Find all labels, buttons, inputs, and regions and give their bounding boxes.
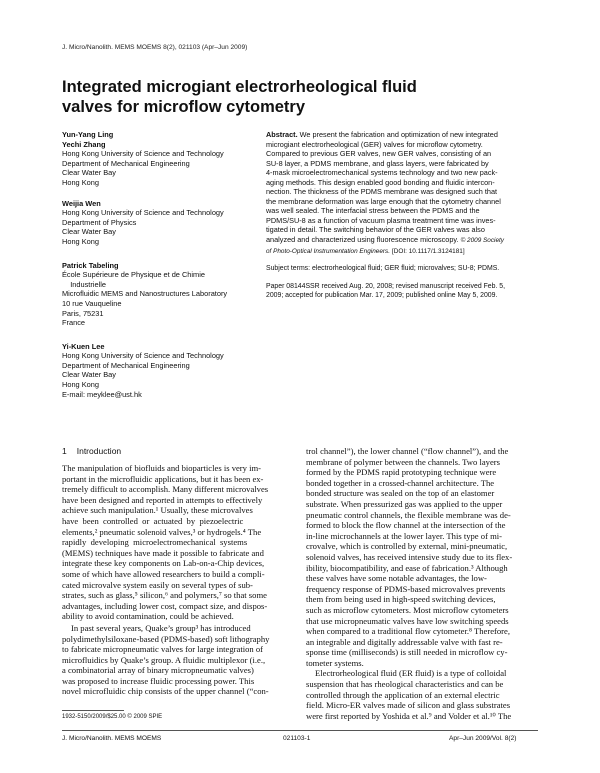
text-line: frequency response of PDMS-based microvalves prevents (306, 583, 506, 594)
text-line: membrane of polymer between the channels. Two layers (306, 456, 500, 467)
text-line: The manipulation of biofluids and bioparticles is very im- (62, 463, 262, 473)
affiliation-line: Clear Water Bay (62, 370, 116, 380)
text-line: have been controlled or actuated by piezoelectric (62, 515, 244, 526)
author-name: Patrick Tabeling (62, 260, 119, 270)
text-line: rapidly developing microelectromechanical systems (62, 537, 248, 548)
author-name: Yechi Zhang (62, 139, 106, 149)
paper-history-line: 2009; accepted for publication Mar. 17, 2009; published online May 5, 2009. (266, 292, 498, 300)
text-line: were first reported by Yoshida et al.⁹ and Volder et al.¹⁰ The (306, 710, 512, 721)
text-line: have been designed and reported in attempts to effectively (62, 494, 263, 505)
footer-rule (62, 730, 538, 731)
author-group-2 (62, 199, 257, 247)
text-line: pneumatic control channels, the flexible membrane was de- (306, 509, 511, 520)
author-name: Yi-Kuen Lee (62, 341, 105, 351)
paragraph (62, 623, 294, 697)
text-line: to fabricate micropneumatic valves for large integration of (62, 644, 263, 655)
text-line: when compared to a traditional flow cytometer.⁸ Therefore, (306, 626, 510, 637)
affiliation-line: 10 rue Vauqueline (62, 298, 122, 308)
affiliation-line: Department of Physics (62, 217, 137, 227)
paragraph (62, 463, 294, 622)
text-line: an integrable and digitally addressable valve with fast re- (306, 636, 503, 647)
affiliation-line: Hong Kong University of Science and Technology (62, 208, 224, 218)
body-column-1 (62, 463, 294, 697)
text-line: polydimethylsiloxane-based (PDMS-based) soft lithography (62, 633, 270, 644)
text-line: trol channel”), the lower channel (“flow channel”), and the (306, 446, 509, 456)
text-line: bonded structure was sealed on the top of an elastomer (306, 488, 495, 499)
abstract-line: Compared to previous GER valves, new GER valves, consisting of an (266, 149, 492, 159)
abstract-line: nection. The thickness of the PDMS membrane was designed such that (266, 187, 498, 197)
affiliation-line: Microfluidic MEMS and Nanostructures Laboratory (62, 289, 228, 299)
section-title: Introduction (76, 446, 122, 456)
text-line: formed by the PDMS rapid prototyping technique were (306, 467, 497, 478)
section-heading (62, 446, 121, 456)
subject-terms: Subject terms: electrorheological fluid; GER fluid; microvalves; SU-8; PDMS. (266, 265, 500, 272)
text-line: advantages, including lower cost, compact size, and dispos- (62, 600, 268, 611)
text-line: achieve such manipulation.¹ Usually, these microvalves (62, 505, 253, 516)
text-line: tremely difficult to accomplish. Many different microvalves (62, 484, 269, 495)
section-number: 1 (62, 446, 67, 456)
affiliation-line: Department of Mechanical Engineering (62, 360, 190, 370)
text-line: In past several years, Quake’s group³ has introduced (71, 622, 251, 633)
author-name: Weijia Wen (62, 198, 101, 208)
footnote: 1932-5150/2009/$25.00 © 2009 SPIE (62, 714, 163, 720)
author-group-1 (62, 130, 257, 188)
text-line: field. Micro-ER valves made of silicon and glass substrates (306, 700, 511, 711)
abstract-line: microgiant electrorheological (GER) valves for microflow cytometry. (266, 139, 483, 149)
text-line: formed to block the flow channel at the intersection of the (306, 520, 506, 531)
abstract-line: 4-mask microelectromechanical systems technology and two new pack- (266, 168, 498, 178)
author-block (62, 130, 257, 399)
text-line: cated microvalve system easily on several types of sub- (62, 579, 253, 590)
affiliation-line: Hong Kong (62, 177, 99, 187)
text-line: solenoid valves, has received intensive study due to its flex- (306, 551, 513, 562)
text-line: that use micropneumatic valves have low switching speeds (306, 615, 509, 626)
text-line: portant in the microfluidic applications, but it has been ex- (62, 473, 264, 484)
paragraph (306, 668, 538, 721)
footer-page-number: 021103-1 (283, 735, 311, 742)
abstract-line: SU-8 layer, a PDMS membrane, and glass layers, were fabricated by (266, 158, 489, 168)
text-line: crovalve, which is controlled by external, mini-pneumatic, (306, 541, 508, 552)
text-line: tometer systems. (306, 657, 364, 668)
text-line: ability to avoid contamination, could be achieved. (62, 611, 234, 622)
copyright-notice: © 2009 Society (460, 237, 504, 245)
text-line: controlled through the application of an external electric (306, 689, 500, 700)
text-line: strates, such as glass,⁵ silicon,⁶ and polymers,⁷ so that some (62, 590, 267, 601)
copyright-notice-cont: of Photo-Optical Instrumentation Engineers. (266, 247, 390, 255)
text-line: substrate. When pressurized gas was applied to the upper (306, 498, 503, 509)
footnote-rule (62, 710, 124, 711)
affiliation-line: Industrielle (62, 279, 106, 289)
body-column-2 (306, 446, 538, 721)
running-head: J. Micro/Nanolith. MEMS MOEMS 8(2), 021103 (Apr–Jun 2009) (62, 44, 248, 51)
text-line: integrate these key components on Lab-on-a-Chip devices, (62, 558, 265, 569)
text-line: sponse time (milliseconds) is still needed in microflow cy- (306, 647, 508, 658)
abstract-label: Abstract. (266, 130, 298, 139)
title-line-1: Integrated microgiant electrorheological fluid (62, 78, 417, 96)
text-line: in-line microchannels at the lower layer. This type of mi- (306, 530, 503, 541)
author-name: Yun-Yang Ling (62, 130, 114, 139)
text-line: ibility, biocompatibility, and ease of fabrication.³ Although (306, 562, 508, 573)
paragraph (306, 446, 538, 668)
text-line: some of which have allowed researchers to build a compli- (62, 568, 265, 579)
abstract (266, 130, 531, 256)
affiliation-line: Department of Mechanical Engineering (62, 158, 190, 168)
affiliation-line: Hong Kong (62, 380, 99, 390)
author-email: E-mail: meyklee@ust.hk (62, 389, 142, 399)
affiliation-line: Hong Kong (62, 236, 99, 246)
affiliation-line: Clear Water Bay (62, 227, 116, 237)
text-line: suspension that has rheological characteristics and can be (306, 679, 504, 690)
doi: [DOI: 10.1117/1.3124181] (392, 247, 465, 255)
text-line: novel microfluidic chip consists of the upper channel (“con- (62, 686, 269, 697)
affiliation-line: École Supérieure de Physique et de Chimie (62, 270, 205, 280)
affiliation-line: France (62, 318, 86, 328)
article-title (62, 77, 482, 117)
author-group-4 (62, 342, 257, 400)
footer-issue: Apr–Jun 2009/Vol. 8(2) (449, 735, 517, 742)
author-group-3 (62, 261, 257, 328)
text-line: them from being used in high-speed switching devices, (306, 594, 496, 605)
abstract-line: We present the fabrication and optimization of new integrated (299, 130, 498, 139)
text-line: such as microflow cytometers. Most microflow cytometers (306, 604, 509, 615)
affiliation-line: Paris, 75231 (62, 308, 104, 318)
paper-history (266, 282, 531, 300)
abstract-line: was well sealed. The interfacial stress between the PDMS and the (266, 206, 480, 216)
text-line: these valves have some notable advantages, the low- (306, 573, 487, 584)
text-line: bonded together in a crossed-channel architecture. The (306, 477, 495, 488)
text-line: elements,² pneumatic solenoid valves,³ or hydrogels.⁴ The (62, 526, 262, 537)
affiliation-line: Clear Water Bay (62, 168, 116, 178)
affiliation-line: Hong Kong University of Science and Technology (62, 351, 224, 361)
text-line: a combinatorial array of binary micropneumatic valves) (62, 665, 254, 676)
abstract-line: aging methods. This design enabled good bonding and fluidic intercon- (266, 177, 495, 187)
text-line: was proposed to increase fluidic processing power. This (62, 675, 255, 686)
abstract-line: tigated in detail. The switching behavior of the GER valves was also (266, 225, 485, 235)
abstract-line: analyzed and characterized using fluorescence microscopy. (266, 235, 459, 245)
text-line: microfluidics by Quake’s group. A fluidic multiplexor (i.e., (62, 654, 266, 665)
affiliation-line: Hong Kong University of Science and Technology (62, 149, 224, 159)
paper-history-line: Paper 08144SSR received Aug. 20, 2008; revised manuscript received Feb. 5, (266, 283, 506, 290)
title-line-2: valves for microflow cytometry (62, 98, 306, 116)
abstract-line: the membrane deformation was large enough that the cytometry channel (266, 196, 501, 206)
abstract-line: PDMS/SU-8 as a function of vacuum plasma treatment time was inves- (266, 215, 496, 225)
footer-journal: J. Micro/Nanolith. MEMS MOEMS (62, 735, 162, 742)
text-line: Electrorheological fluid (ER fluid) is a type of colloidal (315, 668, 507, 679)
text-line: (MEMS) techniques have made it possible to fabricate and (62, 547, 264, 558)
